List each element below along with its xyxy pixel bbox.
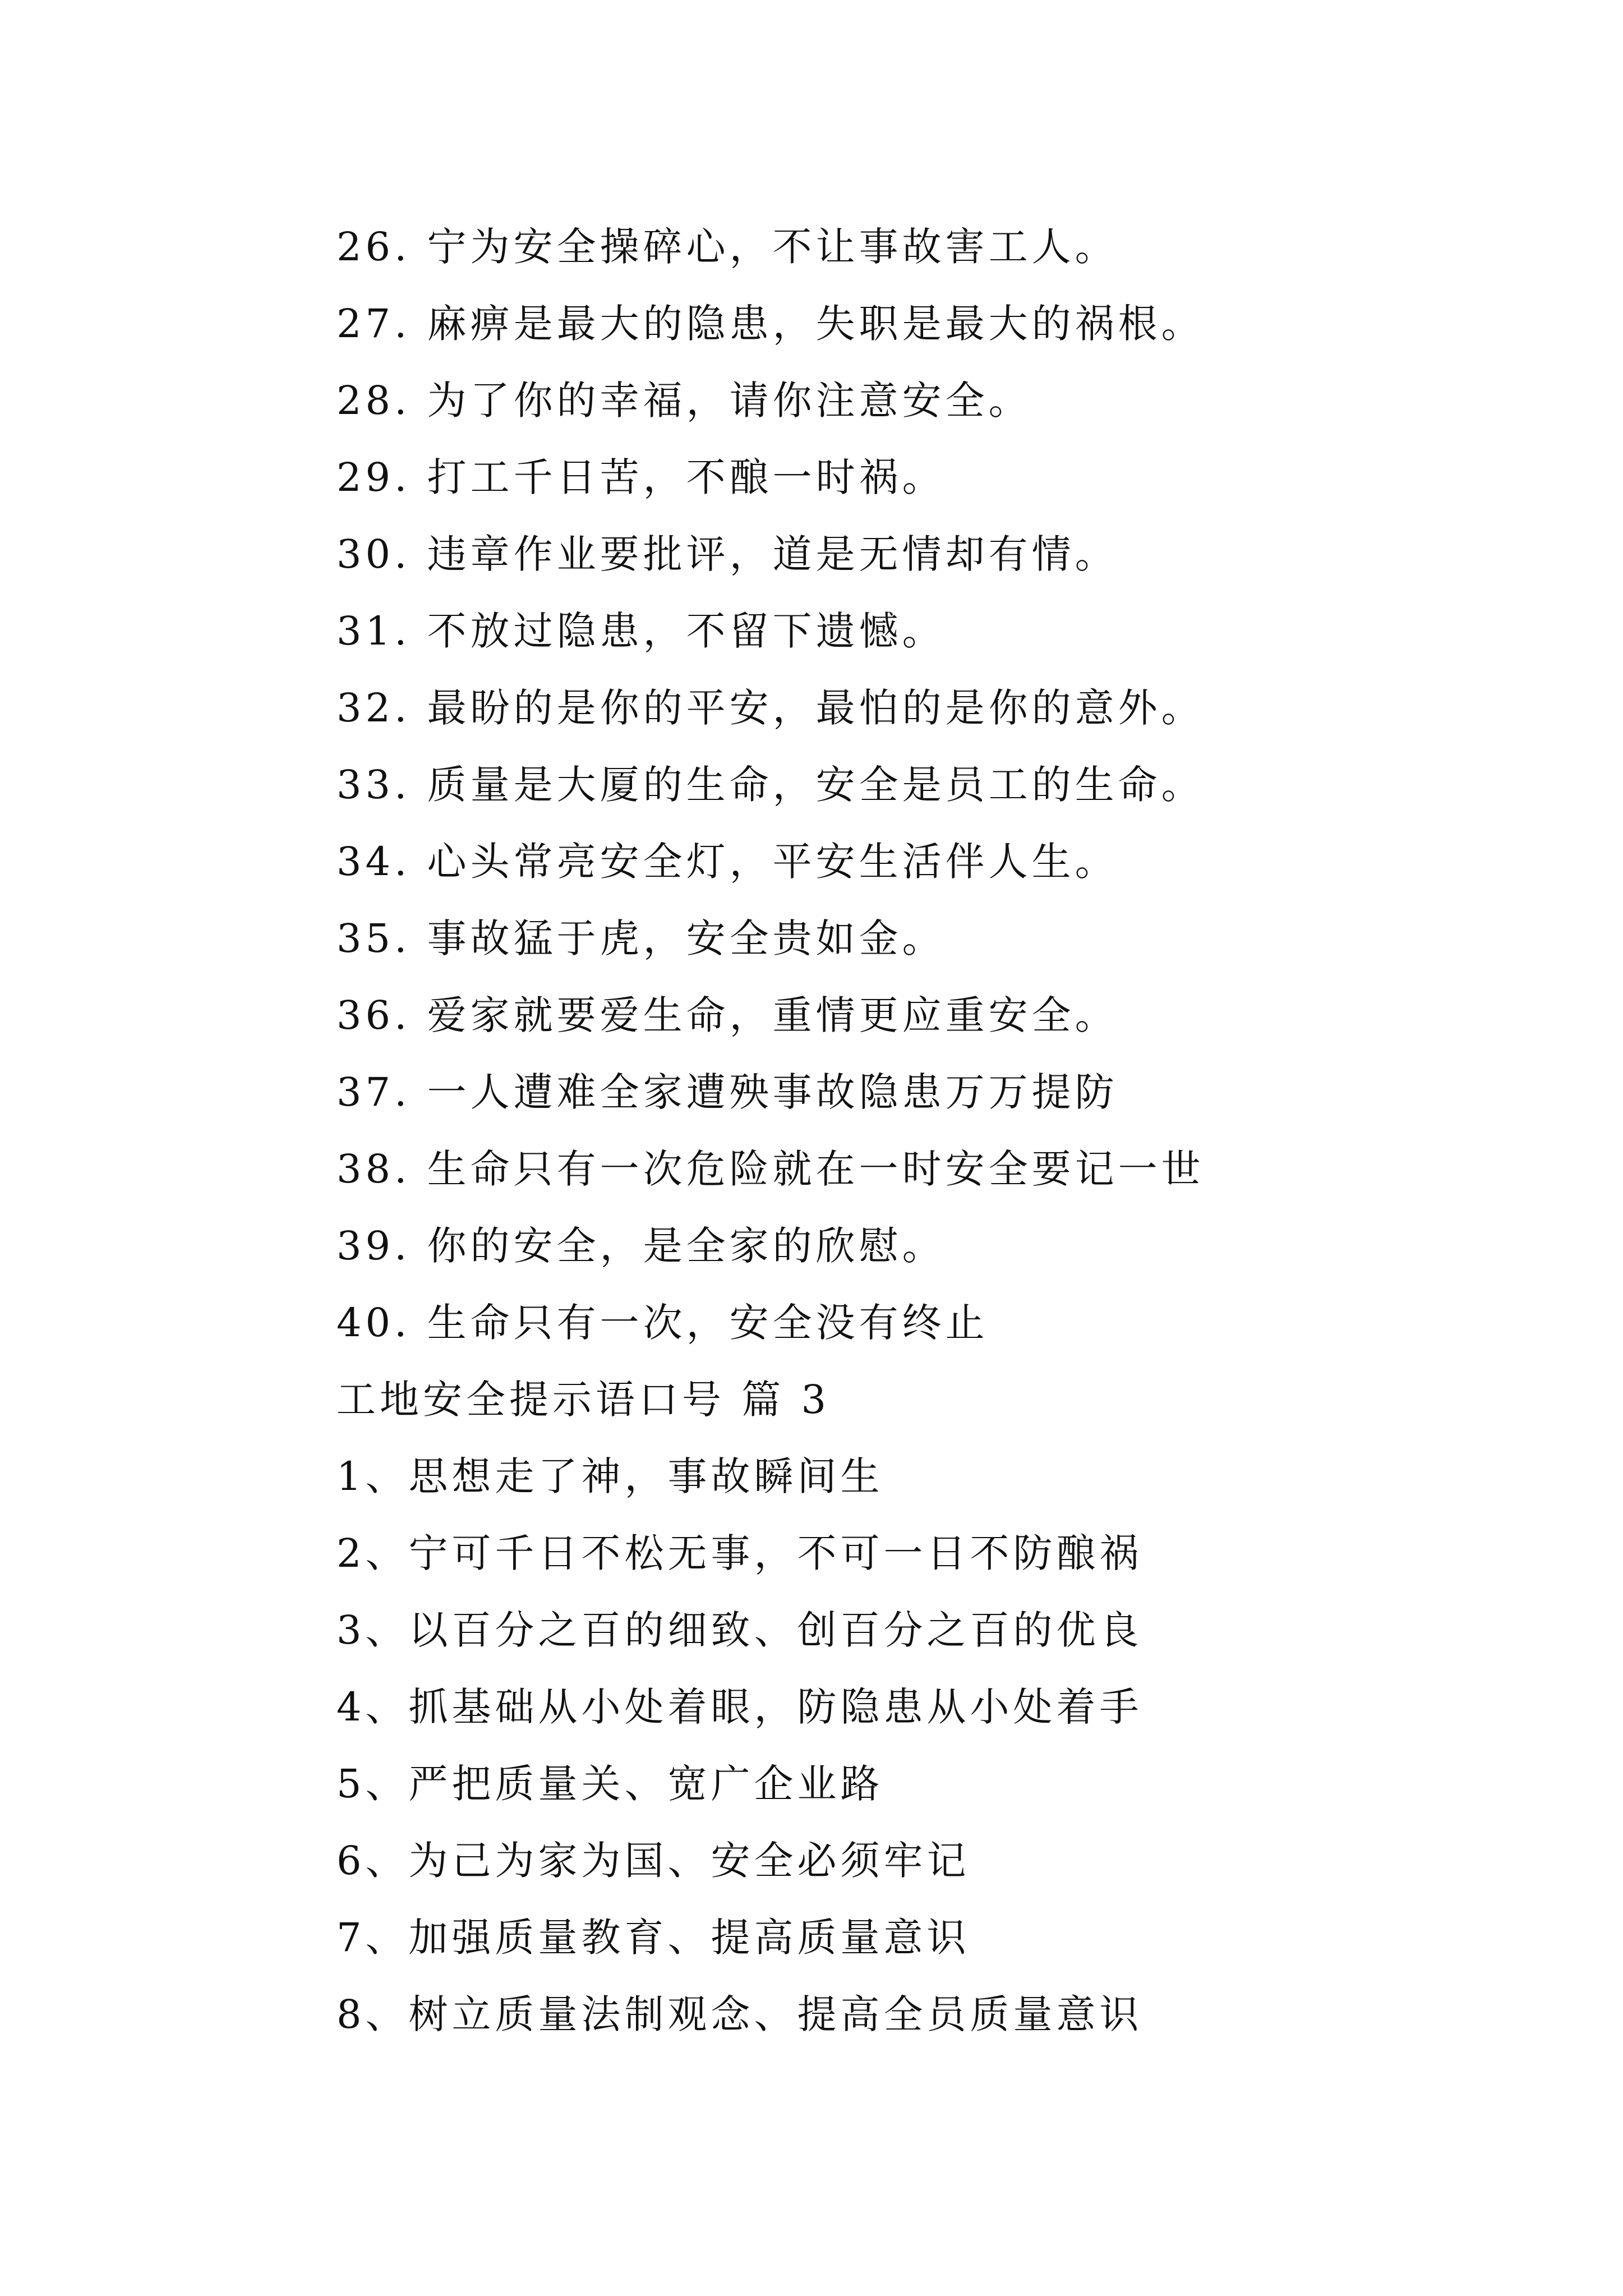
list-item: 8、树立质量法制观念、提高全员质量意识 <box>336 1991 1143 2037</box>
list-item: 5、严把质量关、宽广企业路 <box>336 1761 884 1807</box>
list-item: 4、抓基础从小处着眼，防隐患从小处着手 <box>336 1684 1143 1730</box>
list-item: 2、宁可千日不松无事，不可一日不防酿祸 <box>336 1530 1143 1576</box>
list-item: 40. 生命只有一次，安全没有终止 <box>336 1300 989 1346</box>
list-item: 28. 为了你的幸福，请你注意安全。 <box>336 378 1032 424</box>
list-item: 39. 你的安全，是全家的欣慰。 <box>336 1223 946 1269</box>
list-item: 3、以百分之百的细致、创百分之百的优良 <box>336 1607 1143 1653</box>
list-item: 30. 违章作业要批评，道是无情却有情。 <box>336 531 1118 577</box>
list-item: 7、加强质量教育、提高质量意识 <box>336 1915 970 1961</box>
section-heading: 工地安全提示语口号 篇 3 <box>336 1377 831 1423</box>
list-item: 6、为己为家为国、安全必须牢记 <box>336 1838 970 1884</box>
document-body <box>336 209 1458 2053</box>
list-item: 34. 心头常亮安全灯，平安生活伴人生。 <box>336 839 1118 885</box>
list-item: 31. 不放过隐患，不留下遗憾。 <box>336 608 946 654</box>
list-item: 36. 爱家就要爱生命，重情更应重安全。 <box>336 992 1118 1038</box>
list-item: 35. 事故猛于虎，安全贵如金。 <box>336 915 946 961</box>
list-item: 29. 打工千日苦，不酿一时祸。 <box>336 454 946 500</box>
list-item: 38. 生命只有一次危险就在一时安全要记一世 <box>336 1146 1205 1192</box>
list-item: 33. 质量是大厦的生命，安全是员工的生命。 <box>336 762 1205 808</box>
list-item: 1、思想走了神，事故瞬间生 <box>336 1453 884 1499</box>
list-item: 27. 麻痹是最大的隐患，失职是最大的祸根。 <box>336 301 1205 347</box>
list-item: 26. 宁为安全操碎心，不让事故害工人。 <box>336 224 1118 270</box>
list-item: 32. 最盼的是你的平安，最怕的是你的意外。 <box>336 685 1205 731</box>
list-item: 37. 一人遭难全家遭殃事故隐患万万提防 <box>336 1069 1118 1115</box>
